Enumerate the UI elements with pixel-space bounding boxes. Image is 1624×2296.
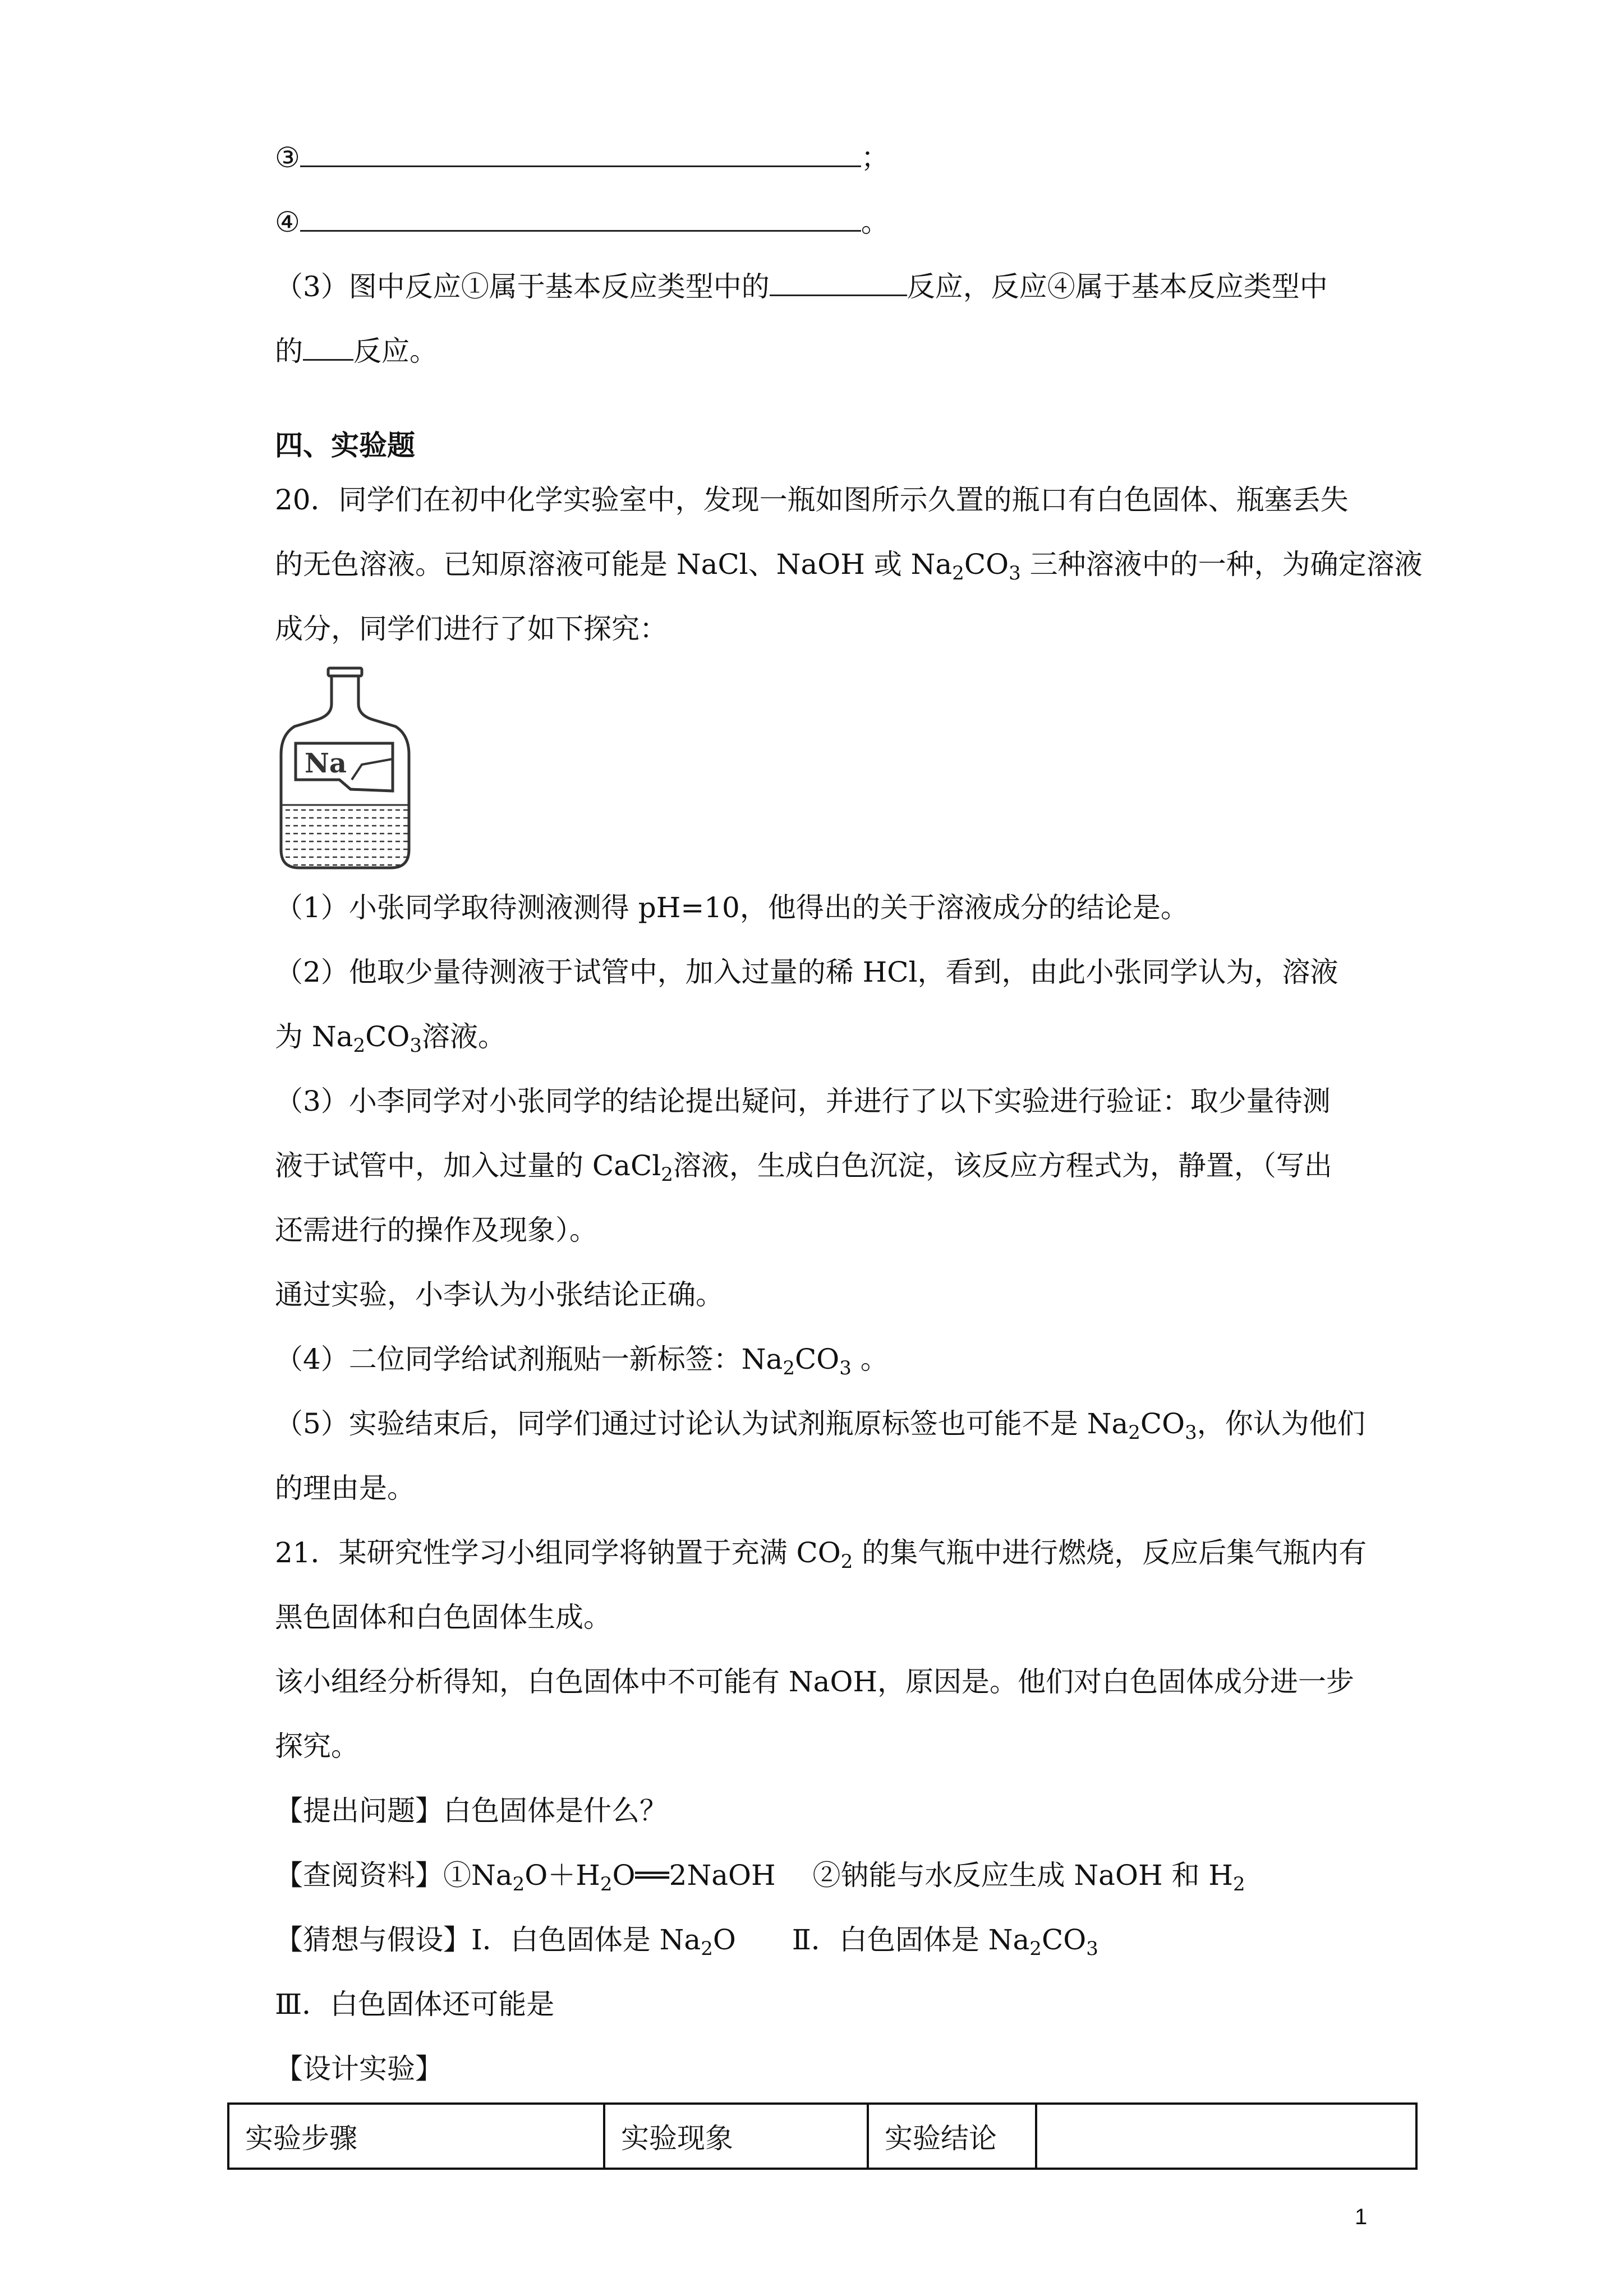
step-4 — [275, 1339, 1400, 1379]
question-3-line-1 — [275, 266, 1400, 307]
subscript: 2 — [600, 1873, 613, 1895]
fill-blank — [300, 143, 861, 167]
answer-line-4 — [275, 202, 1400, 242]
text: 【猜想与假设】Ⅰ．白色固体是 Na — [275, 1924, 701, 1956]
text: CO — [1041, 1924, 1087, 1956]
text: （5）实验结束后，同学们通过讨论认为试剂瓶原标签也可能不是 Na — [275, 1407, 1129, 1440]
section-title: 四、实验题 — [275, 429, 415, 462]
text: 溶液，生成白色沉淀，该反应方程式为，静置，（写出 — [673, 1149, 1332, 1182]
text: O＋H — [525, 1859, 600, 1892]
fill-blank — [303, 337, 353, 361]
question-3-line-2 — [275, 331, 1400, 371]
circled-3: ③ — [275, 141, 300, 174]
answer-line-3 — [275, 137, 1400, 178]
q21-hypotheses — [275, 1920, 1400, 1960]
text: O Ⅱ．白色固体是 Na — [712, 1924, 1030, 1956]
subscript: 2 — [1232, 1873, 1245, 1895]
step-3-line-1: （3）小李同学对小张同学的结论提出疑问，并进行了以下实验进行验证：取少量待测 — [275, 1085, 1331, 1117]
subscript: 2 — [661, 1163, 673, 1186]
reagent-bottle-figure — [278, 665, 412, 872]
text: （4）二位同学给试剂瓶贴一新标签：Na — [275, 1343, 783, 1375]
subscript: 2 — [783, 1357, 795, 1379]
subscript: 2 — [1029, 1938, 1042, 1960]
subscript: 2 — [512, 1873, 525, 1895]
q21-line-3: 该小组经分析得知，白色固体中不可能有 NaOH，原因是。他们对白色固体成分进一步 — [275, 1665, 1355, 1698]
text: ，你认为他们 — [1197, 1407, 1365, 1440]
text: 反应。 — [353, 335, 438, 367]
bottle-label-text: Na — [305, 748, 347, 779]
table-header-cell: 实验步骤 — [228, 2104, 604, 2169]
q21-references — [275, 1855, 1400, 1895]
subscript: 3 — [1185, 1421, 1197, 1444]
q21-line-4: 探究。 — [275, 1730, 359, 1763]
q21-design: 【设计实验】 — [275, 2053, 443, 2085]
q21-hypothesis-3: Ⅲ．白色固体还可能是 — [275, 1988, 555, 2021]
step-3-line-4: 通过实验，小李认为小张结论正确。 — [275, 1278, 724, 1311]
text: 三种溶液中的一种，为确定溶液 — [1020, 548, 1423, 581]
text: 21．某研究性学习小组同学将钠置于充满 CO — [275, 1536, 841, 1569]
table-header-cell: 实验现象 — [604, 2104, 868, 2169]
text: 液于试管中，加入过量的 CaCl — [275, 1149, 661, 1182]
step-2-line-1: （2）他取少量待测液于试管中，加入过量的稀 HCl，看到，由此小张同学认为，溶液 — [275, 956, 1338, 988]
q20-line-2 — [275, 544, 1423, 585]
text: CO — [795, 1343, 840, 1375]
text: O══2NaOH ②钠能与水反应生成 NaOH 和 H — [612, 1859, 1233, 1892]
fill-blank — [770, 272, 907, 296]
circled-4: ④ — [275, 206, 300, 238]
subscript: 3 — [410, 1034, 422, 1057]
table-header-cell: 实验结论 — [868, 2104, 1036, 2169]
text: 的无色溶液。已知原溶液可能是 NaCl、NaOH 或 Na — [275, 548, 953, 581]
text: CO — [365, 1020, 410, 1053]
q20-line-3: 成分，同学们进行了如下探究： — [275, 613, 668, 645]
text: 。 — [851, 1343, 889, 1375]
step-2-line-2 — [275, 1016, 1400, 1057]
text: 溶液。 — [421, 1020, 506, 1053]
step-1: （1）小张同学取待测液测得 pH=10，他得出的关于溶液成分的结论是。 — [275, 891, 1189, 924]
q20-line-1: 20．同学们在初中化学实验室中，发现一瓶如图所示久置的瓶口有白色固体、瓶塞丢失 — [275, 484, 1349, 516]
punct: 。 — [861, 206, 889, 238]
subscript: 2 — [1128, 1421, 1140, 1444]
table-header-row — [228, 2104, 1416, 2169]
step-3-line-3: 还需进行的操作及现象）。 — [275, 1214, 597, 1246]
text: （3）图中反应①属于基本反应类型中的 — [275, 270, 770, 303]
subscript: 2 — [840, 1550, 853, 1573]
text: 【查阅资料】①Na — [275, 1859, 513, 1892]
text: 反应，反应④属于基本反应类型中 — [907, 270, 1328, 303]
text: CO — [1140, 1407, 1185, 1440]
text: 的 — [275, 335, 303, 367]
subscript: 2 — [701, 1938, 713, 1960]
punct: ； — [861, 141, 889, 174]
experiment-table — [227, 2102, 1418, 2170]
q21-question: 【提出问题】白色固体是什么？ — [275, 1795, 668, 1827]
subscript: 2 — [952, 562, 964, 585]
q21-line-2: 黑色固体和白色固体生成。 — [275, 1601, 611, 1634]
subscript: 2 — [353, 1034, 366, 1057]
table-header-cell — [1036, 2104, 1416, 2169]
fill-blank — [300, 208, 861, 232]
subscript: 3 — [839, 1357, 852, 1379]
text: CO — [964, 548, 1009, 581]
step-3-line-2 — [275, 1145, 1400, 1186]
subscript: 3 — [1086, 1938, 1098, 1960]
subscript: 3 — [1009, 562, 1021, 585]
text: 为 Na — [275, 1020, 353, 1053]
step-5-line-2: 的理由是。 — [275, 1472, 415, 1504]
q21-line-1 — [275, 1533, 1400, 1573]
step-5-line-1 — [275, 1404, 1400, 1444]
page-number: 1 — [1355, 2205, 1368, 2229]
text: 的集气瓶中进行燃烧，反应后集气瓶内有 — [853, 1536, 1367, 1569]
